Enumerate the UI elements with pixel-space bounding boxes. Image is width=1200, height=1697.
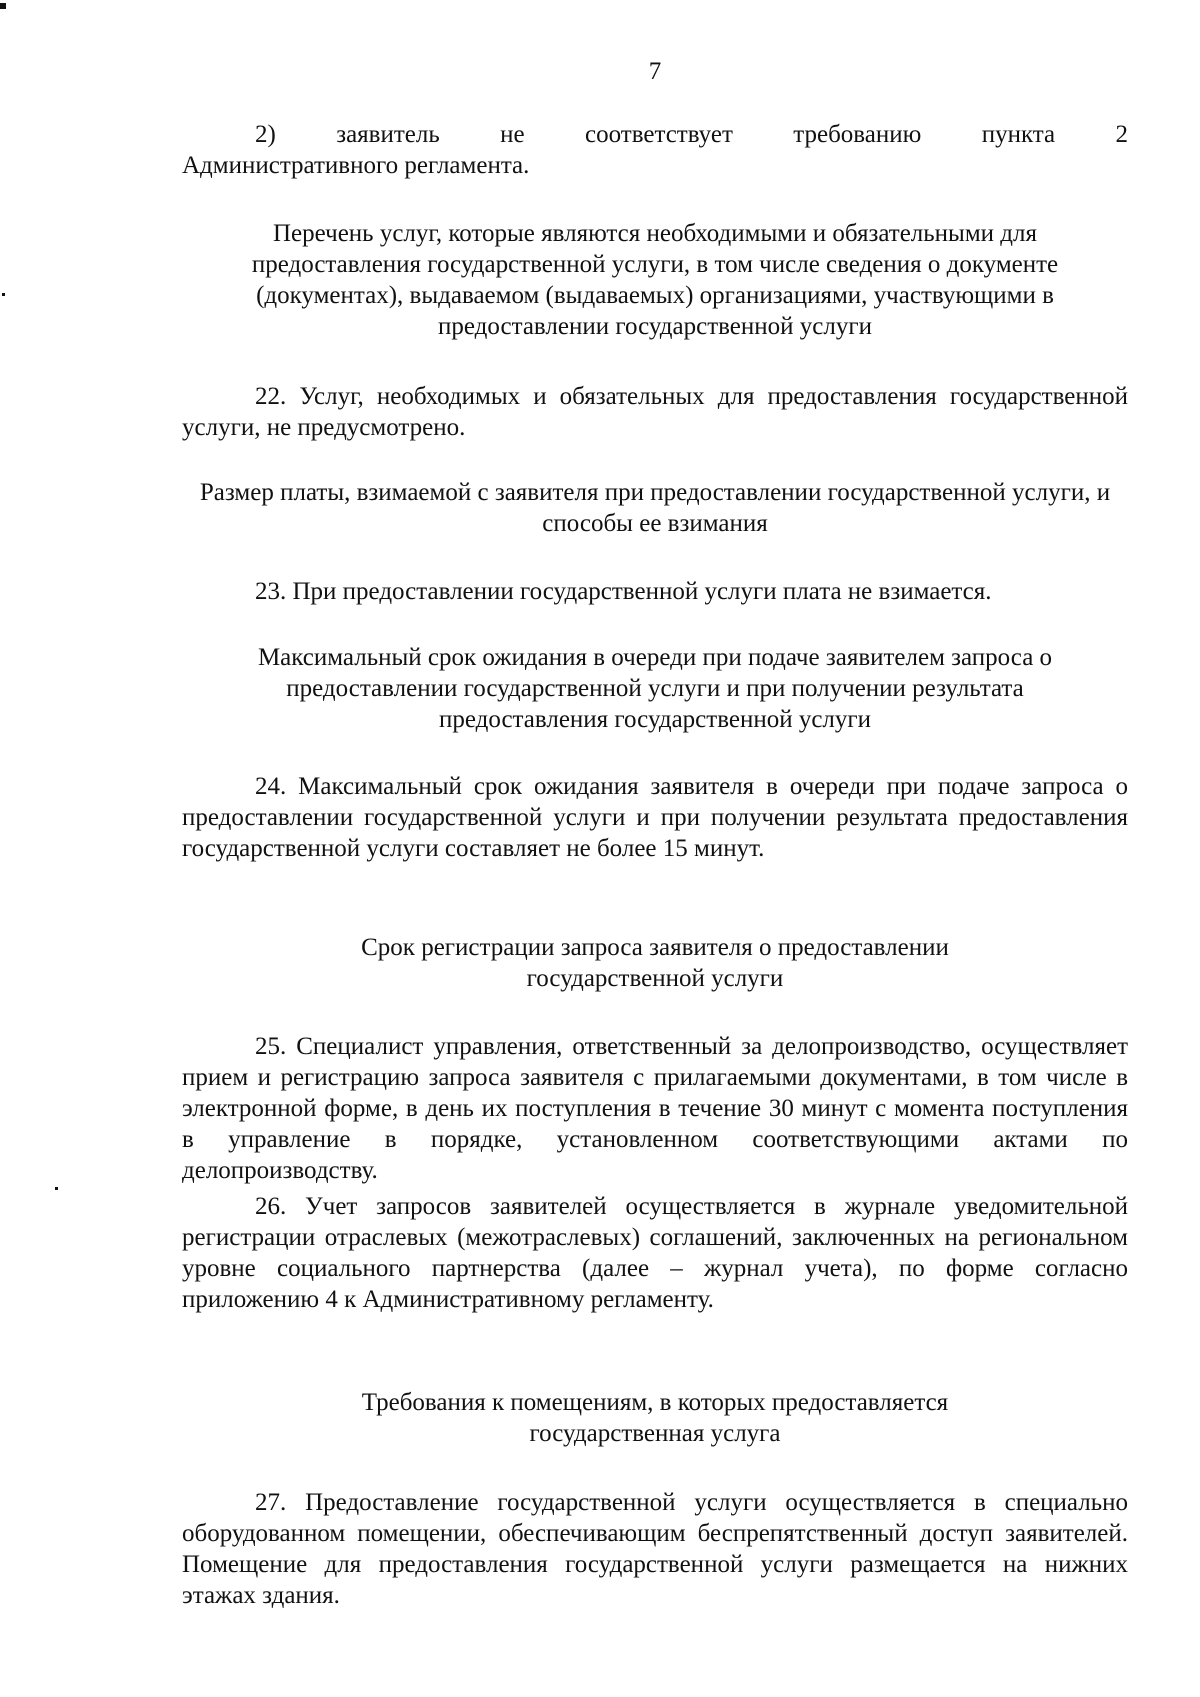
scan-mark-top-left [0, 3, 6, 9]
section-heading-registration-time: Срок регистрации запроса заявителя о предоставлении государственной услуги [361, 934, 949, 992]
paragraph-22: 22. Услуг, необходимых и обязательных для предоставления государственной услуги, не предусмотрено. [182, 383, 1128, 441]
paragraph-26: 26. Учет запросов заявителей осуществляется в журнале уведомительной регистрации отраслевых (межотраслевых) соглашений, заключенных на региональном уровне социального партнерства (далее – журнал учета), по форме согласно приложению 4 к Административному регламенту. [182, 1193, 1128, 1313]
section-heading-required-services: Перечень услуг, которые являются необходимыми и обязательными для предоставления государственной услуги, в том числе сведения о документе (документах), выдаваемом (выдаваемых) организациями, участвующими в предоставлении государственной услуги [251, 220, 1059, 340]
section-heading-fee: Размер платы, взимаемой с заявителя при предоставлении государственной услуги, и способы ее взимания [199, 479, 1111, 537]
paragraph-25: 25. Специалист управления, ответственный за делопроизводство, осуществляет прием и регистрацию запроса заявителя с прилагаемыми документами, в том числе в электронной форме, в день их поступления в течение 30 минут с момента поступления в управление в порядке, установленном соответствующими актами по делопроизводству. [182, 1033, 1128, 1184]
scan-mark-left-lower [55, 1187, 58, 1190]
paragraph-item-2-line-1: 2) заявитель не соответствует требованию пункта 2 [255, 121, 1128, 148]
paragraph-27: 27. Предоставление государственной услуги осуществляется в специально оборудованном помещении, обеспечивающим беспрепятственный доступ заявителей. Помещение для предоставления государственной услуги размещается на нижних этажах здания. [182, 1489, 1128, 1609]
section-heading-waiting-time: Максимальный срок ожидания в очереди при подаче заявителем запроса о предоставлении государственной услуги и при получении результата предоставления государственной услуги [257, 644, 1053, 733]
paragraph-item-2-line-2: Административного регламента. [182, 152, 530, 179]
paragraph-item-2 [182, 119, 1128, 181]
paragraph-23: 23. При предоставлении государственной услуги плата не взимается. [255, 578, 992, 605]
scan-mark-left [2, 293, 5, 296]
section-heading-premises: Требования к помещениям, в которых предоставляется государственная услуга [361, 1389, 949, 1447]
paragraph-24: 24. Максимальный срок ожидания заявителя в очереди при подаче запроса о предоставлении государственной услуги и при получении результата предоставления государственной услуги составляет не более 15 минут. [182, 773, 1128, 862]
page-number: 7 [648, 58, 662, 85]
